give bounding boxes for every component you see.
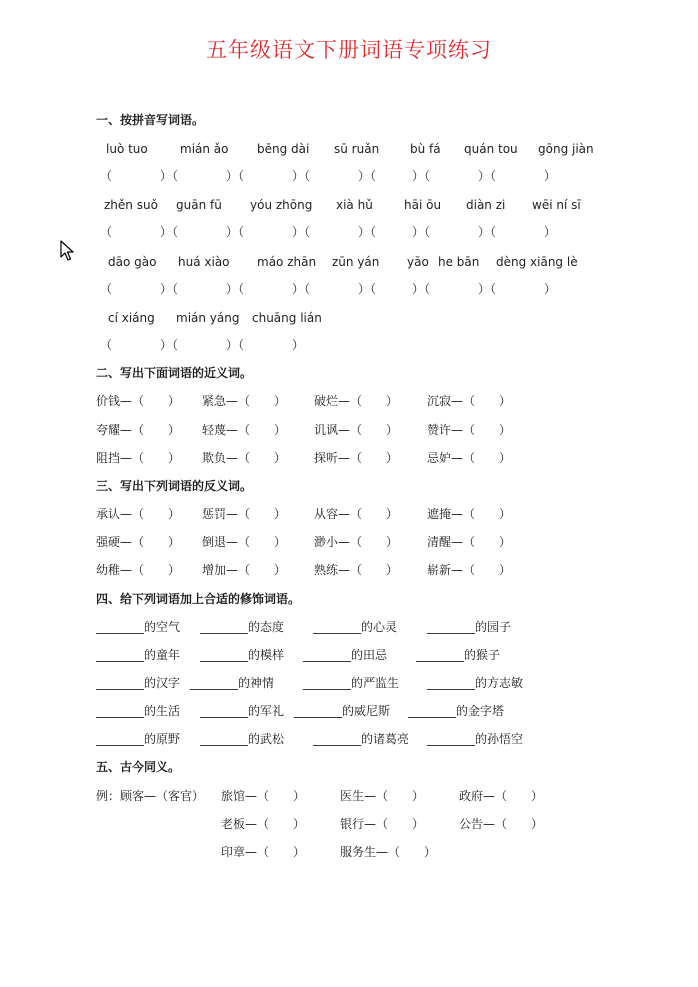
antonym-item: 倒退—（ ） <box>202 535 287 549</box>
synonym-item: 赞许—（ ） <box>427 423 512 437</box>
antonym-item: 清醒—（ ） <box>427 535 512 549</box>
modifier-item: ________的威尼斯 <box>294 704 391 718</box>
modifier-item: ________的方志敏 <box>427 676 524 690</box>
synonym-item: 价钱—（ ） <box>96 394 181 408</box>
example-item: 例：顾客—（客官） <box>96 789 205 803</box>
modifier-item: ________的金字塔 <box>408 704 505 718</box>
modifier-item: ________的态度 <box>200 620 285 634</box>
pinyin-item: yāo <box>407 255 429 269</box>
answer-brackets: （ ）（ ）（ ）（ ）（ ）（ ）（ ） <box>100 169 557 183</box>
synonym-item: 夸耀—（ ） <box>96 423 181 437</box>
modifier-item: ________的童年 <box>96 648 181 662</box>
antonym-item: 强硬—（ ） <box>96 535 181 549</box>
pinyin-item: mián yáng <box>176 311 240 325</box>
answer-brackets: （ ）（ ）（ ）（ ）（ ）（ ）（ ） <box>100 282 557 296</box>
antonym-item: 熟练—（ ） <box>314 563 399 577</box>
section-4-heading: 四、给下列词语加上合适的修饰词语。 <box>96 592 301 606</box>
synonym-item: 紧急—（ ） <box>202 394 287 408</box>
ancient-modern-item: 印章—（ ） <box>221 845 306 859</box>
antonym-item: 惩罚—（ ） <box>202 507 287 521</box>
answer-brackets: （ ）（ ）（ ） <box>100 338 305 352</box>
synonym-item: 欺负—（ ） <box>202 451 287 465</box>
antonym-item: 渺小—（ ） <box>314 535 399 549</box>
pinyin-item: quán tou <box>464 142 518 156</box>
pinyin-item: dèng xiāng lè <box>496 255 578 269</box>
pinyin-item: huá xiào <box>178 255 230 269</box>
answer-brackets: （ ）（ ）（ ）（ ）（ ）（ ）（ ） <box>100 225 557 239</box>
section-1-heading: 一、按拼音写词语。 <box>96 113 205 127</box>
modifier-item: ________的猴子 <box>416 648 501 662</box>
pinyin-item: yóu zhōng <box>250 198 313 212</box>
pinyin-item: dāo gào <box>108 255 157 269</box>
pinyin-item: wēi ní sī <box>532 198 581 212</box>
ancient-modern-item: 银行—（ ） <box>340 817 425 831</box>
modifier-item: ________的园子 <box>427 620 512 634</box>
pinyin-item: cí xiáng <box>108 311 155 325</box>
modifier-item: ________的诸葛亮 <box>313 732 410 746</box>
pinyin-item: xià hǔ <box>336 198 373 212</box>
synonym-item: 轻蔑—（ ） <box>202 423 287 437</box>
page-title: 五年级语文下册词语专项练习 <box>206 38 492 62</box>
ancient-modern-item: 医生—（ ） <box>340 789 425 803</box>
pinyin-item: máo zhān <box>257 255 317 269</box>
ancient-modern-item: 服务生—（ ） <box>340 845 437 859</box>
antonym-item: 从容—（ ） <box>314 507 399 521</box>
section-2-heading: 二、写出下面词语的近义词。 <box>96 366 253 380</box>
modifier-item: ________的汉字 <box>96 676 181 690</box>
synonym-item: 讥讽—（ ） <box>314 423 399 437</box>
pinyin-item: luò tuo <box>106 142 148 156</box>
modifier-item: ________的模样 <box>200 648 285 662</box>
modifier-item: ________的田忌 <box>303 648 388 662</box>
synonym-item: 探听—（ ） <box>314 451 399 465</box>
modifier-item: ________的生活 <box>96 704 181 718</box>
ancient-modern-item: 公告—（ ） <box>459 817 544 831</box>
ancient-modern-item: 老板—（ ） <box>221 817 306 831</box>
modifier-item: ________的军礼 <box>200 704 285 718</box>
pinyin-item: he bān <box>438 255 480 269</box>
pinyin-item: bù fá <box>410 142 441 156</box>
modifier-item: ________的原野 <box>96 732 181 746</box>
antonym-item: 遮掩—（ ） <box>427 507 512 521</box>
section-3-heading: 三、写出下列词语的反义词。 <box>96 479 253 493</box>
antonym-item: 幼稚—（ ） <box>96 563 181 577</box>
pinyin-item: chuāng lián <box>252 311 322 325</box>
pinyin-item: hāi ōu <box>404 198 442 212</box>
pinyin-item: zhěn suǒ <box>104 198 158 212</box>
pinyin-item: guān fū <box>176 198 222 212</box>
modifier-item: ________的空气 <box>96 620 181 634</box>
synonym-item: 破烂—（ ） <box>314 394 399 408</box>
pinyin-item: gōng jiàn <box>538 142 594 156</box>
modifier-item: ________的神情 <box>190 676 275 690</box>
antonym-item: 崭新—（ ） <box>427 563 512 577</box>
antonym-item: 承认—（ ） <box>96 507 181 521</box>
pinyin-item: diàn zi <box>466 198 506 212</box>
modifier-item: ________的武松 <box>200 732 285 746</box>
synonym-item: 忌妒—（ ） <box>427 451 512 465</box>
modifier-item: ________的严监生 <box>303 676 400 690</box>
modifier-item: ________的心灵 <box>313 620 398 634</box>
pinyin-item: sū ruǎn <box>334 142 380 156</box>
pinyin-item: bēng dài <box>257 142 310 156</box>
synonym-item: 阻挡—（ ） <box>96 451 181 465</box>
section-5-heading: 五、古今同义。 <box>96 760 181 774</box>
synonym-item: 沉寂—（ ） <box>427 394 512 408</box>
antonym-item: 增加—（ ） <box>202 563 287 577</box>
pinyin-item: mián ǎo <box>180 142 229 156</box>
mouse-pointer-icon <box>60 240 76 262</box>
pinyin-item: zūn yán <box>332 255 380 269</box>
ancient-modern-item: 旅馆—（ ） <box>221 789 306 803</box>
modifier-item: ________的孙悟空 <box>427 732 524 746</box>
ancient-modern-item: 政府—（ ） <box>459 789 544 803</box>
